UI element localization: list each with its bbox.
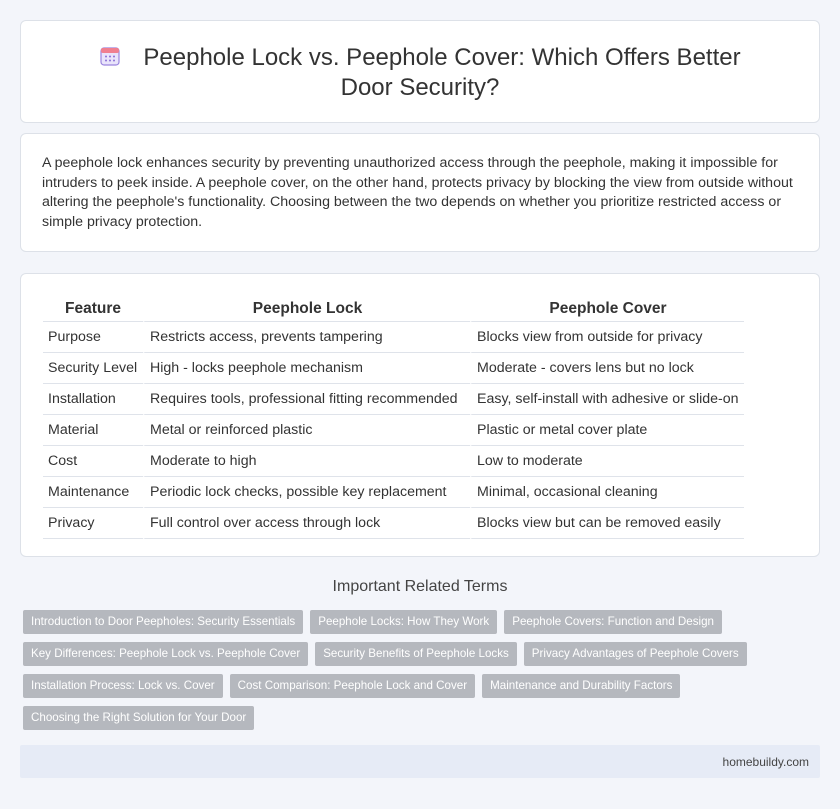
tag-link[interactable]: Peephole Locks: How They Work bbox=[310, 610, 497, 634]
table-row bbox=[43, 446, 744, 477]
header-peephole-cover: Peephole Cover bbox=[470, 296, 744, 322]
related-terms-tags bbox=[23, 610, 823, 730]
cell-feature: Maintenance bbox=[43, 477, 143, 508]
table-row bbox=[43, 384, 744, 415]
table-row bbox=[43, 353, 744, 384]
tag-link[interactable]: Installation Process: Lock vs. Cover bbox=[23, 674, 223, 698]
cell-lock: Restricts access, prevents tampering bbox=[143, 322, 470, 353]
table-header-row bbox=[43, 296, 744, 322]
tag-link[interactable]: Key Differences: Peephole Lock vs. Peephole Cover bbox=[23, 642, 308, 666]
cell-feature: Cost bbox=[43, 446, 143, 477]
cell-lock: Metal or reinforced plastic bbox=[143, 415, 470, 446]
tag-link[interactable]: Maintenance and Durability Factors bbox=[482, 674, 680, 698]
cell-cover: Minimal, occasional cleaning bbox=[470, 477, 744, 508]
cell-feature: Purpose bbox=[43, 322, 143, 353]
tag-link[interactable]: Peephole Covers: Function and Design bbox=[504, 610, 722, 634]
cell-lock: High - locks peephole mechanism bbox=[143, 353, 470, 384]
cell-feature: Installation bbox=[43, 384, 143, 415]
cell-feature: Privacy bbox=[43, 508, 143, 539]
tag-link[interactable]: Introduction to Door Peepholes: Security Essentials bbox=[23, 610, 303, 634]
cell-feature: Material bbox=[43, 415, 143, 446]
header-peephole-lock: Peephole Lock bbox=[143, 296, 470, 322]
table-row bbox=[43, 322, 744, 353]
cell-cover: Easy, self-install with adhesive or slide-on bbox=[470, 384, 744, 415]
cell-cover: Moderate - covers lens but no lock bbox=[470, 353, 744, 384]
title-wrap bbox=[21, 43, 819, 103]
comparison-table bbox=[43, 296, 744, 539]
intro-paragraph: A peephole lock enhances security by preventing unauthorized access through the peephole, making it impossible for intruders to peek inside. A peephole cover, on the other hand, protects privacy by blocking the view from outside without altering the peephole's functionality. Choosing between the two depends on whether you prioritize restricted access or simple privacy protection. bbox=[42, 155, 793, 230]
related-terms-title: Important Related Terms bbox=[332, 578, 508, 595]
site-name[interactable]: homebuildy.com bbox=[722, 755, 809, 769]
intro-card bbox=[20, 133, 820, 252]
cell-feature: Security Level bbox=[43, 353, 143, 384]
page-title-text: Peephole Lock vs. Peephole Cover: Which Offers Better Door Security? bbox=[143, 44, 741, 101]
table-row bbox=[43, 477, 744, 508]
calendar-icon bbox=[99, 45, 121, 67]
cell-cover: Blocks view but can be removed easily bbox=[470, 508, 744, 539]
cell-cover: Plastic or metal cover plate bbox=[470, 415, 744, 446]
table-row bbox=[43, 508, 744, 539]
tag-link[interactable]: Privacy Advantages of Peephole Covers bbox=[524, 642, 747, 666]
comparison-card bbox=[20, 273, 820, 557]
header-card bbox=[20, 20, 820, 123]
header-feature: Feature bbox=[43, 296, 143, 322]
cell-cover: Low to moderate bbox=[470, 446, 744, 477]
footer bbox=[20, 745, 820, 778]
tag-link[interactable]: Cost Comparison: Peephole Lock and Cover bbox=[230, 674, 475, 698]
cell-lock: Periodic lock checks, possible key replacement bbox=[143, 477, 470, 508]
table-row bbox=[43, 415, 744, 446]
cell-lock: Full control over access through lock bbox=[143, 508, 470, 539]
cell-lock: Requires tools, professional fitting recommended bbox=[143, 384, 470, 415]
tag-link[interactable]: Choosing the Right Solution for Your Door bbox=[23, 706, 254, 730]
tag-link[interactable]: Security Benefits of Peephole Locks bbox=[315, 642, 517, 666]
cell-cover: Blocks view from outside for privacy bbox=[470, 322, 744, 353]
page-title bbox=[81, 43, 759, 103]
cell-lock: Moderate to high bbox=[143, 446, 470, 477]
